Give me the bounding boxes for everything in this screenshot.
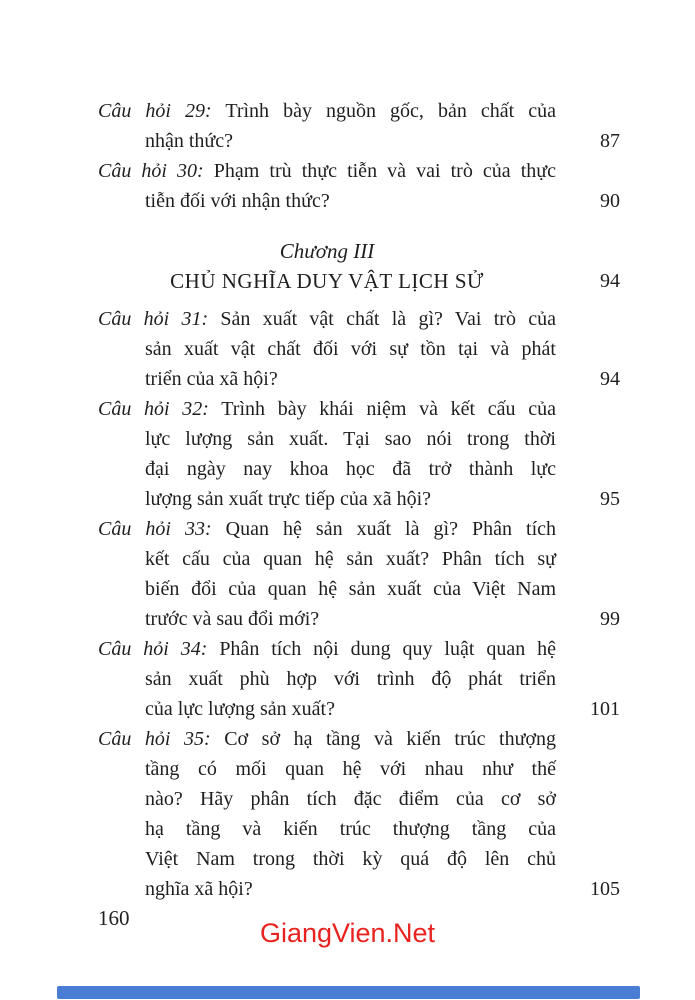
question-label: Câu hỏi 33: — [98, 518, 212, 540]
question-label: Câu hỏi 34: — [98, 638, 208, 660]
toc-entry-first-line — [98, 724, 556, 754]
toc-entry-line: triển của xã hội? — [145, 368, 278, 390]
question-label: Câu hỏi 29: — [98, 100, 212, 122]
footer-bar — [57, 986, 640, 999]
toc-entry-line: biến đổi của quan hệ sản xuất của Việt Nam — [145, 578, 556, 600]
entry-text: Phạm trù thực tiễn và vai trò của thực — [213, 160, 557, 182]
toc-entry-first-line — [98, 304, 556, 334]
toc-entry-lines — [98, 304, 556, 394]
entry-text: Quan hệ sản xuất là gì? Phân tích — [225, 518, 557, 540]
toc-entry — [98, 724, 620, 904]
toc-entry — [98, 156, 620, 216]
toc-entry-line: nghĩa xã hội? — [145, 878, 253, 900]
entry-page-number: 90 — [600, 190, 620, 212]
entry-page-number: 87 — [600, 130, 620, 152]
chapter-heading — [98, 236, 620, 296]
toc-entry-lines — [98, 514, 556, 634]
chapter-title: CHỦ NGHĨA DUY VẬT LỊCH SỬ — [170, 269, 484, 293]
toc-entry — [98, 96, 620, 156]
toc-entry — [98, 514, 620, 634]
book-page-number: 160 — [98, 906, 130, 930]
entry-text: Cơ sở hạ tầng và kiến trúc thượng — [224, 728, 556, 750]
toc-entry-lines — [98, 156, 556, 216]
toc-entry-line: sản xuất phù hợp với trình độ phát triển — [145, 668, 556, 690]
toc-entry-line: sản xuất vật chất đối với sự tồn tại và phát — [145, 338, 556, 360]
watermark-text: GiangVien.Net — [259, 918, 436, 948]
toc-entry-lines — [98, 724, 556, 904]
toc-entry-line: kết cấu của quan hệ sản xuất? Phân tích sự — [145, 548, 556, 570]
toc-entry-lines — [98, 634, 556, 724]
toc-entry-line: trước và sau đổi mới? — [145, 608, 320, 630]
entry-page-number: 101 — [590, 698, 620, 720]
toc-entry-line: nhận thức? — [145, 130, 234, 152]
toc-entry — [98, 634, 620, 724]
entry-text: Trình bày khái niệm và kết cấu của — [221, 398, 557, 420]
toc-entry-first-line — [98, 634, 557, 664]
toc-entry-line: lượng sản xuất trực tiếp của xã hội? — [145, 488, 432, 510]
entry-page-number: 105 — [590, 878, 620, 900]
entry-text: Phân tích nội dung quy luật quan hệ — [219, 638, 557, 660]
toc-entry — [98, 394, 620, 514]
entry-page-number: 99 — [600, 608, 620, 630]
chapter-kicker: Chương III — [279, 239, 375, 263]
toc-entry-line: Việt Nam trong thời kỳ quá độ lên chủ — [145, 848, 556, 870]
toc-entry-lines — [98, 96, 556, 156]
entry-text: Sản xuất vật chất là gì? Vai trò của — [220, 308, 556, 330]
question-label: Câu hỏi 32: — [98, 398, 209, 420]
toc-entry-first-line — [98, 394, 557, 424]
toc-entry-lines — [98, 394, 556, 514]
toc-entry-line: tầng có mối quan hệ với nhau như thế — [145, 758, 556, 780]
toc-entry — [98, 304, 620, 394]
table-of-contents — [98, 96, 620, 904]
toc-entry-line: nào? Hãy phân tích đặc điểm của cơ sở — [145, 788, 556, 810]
toc-entry-line: đại ngày nay khoa học đã trở thành lực — [145, 458, 556, 480]
entry-page-number: 95 — [600, 488, 620, 510]
entry-page-number: 94 — [600, 368, 620, 390]
toc-entry-line: hạ tầng và kiến trúc thượng tầng của — [145, 818, 556, 840]
toc-entry-first-line — [98, 96, 556, 126]
toc-entry-line: của lực lượng sản xuất? — [145, 698, 335, 720]
toc-entry-first-line — [98, 156, 557, 186]
toc-entry-line: lực lượng sản xuất. Tại sao nói trong thời — [145, 428, 556, 450]
question-label: Câu hỏi 35: — [98, 728, 211, 750]
toc-entry-first-line — [98, 514, 557, 544]
chapter-page-number: 94 — [600, 270, 620, 292]
entry-text: Trình bày nguồn gốc, bản chất của — [225, 100, 556, 122]
question-label: Câu hỏi 30: — [98, 160, 204, 182]
toc-entry-line: tiễn đối với nhận thức? — [145, 190, 330, 212]
question-label: Câu hỏi 31: — [98, 308, 209, 330]
